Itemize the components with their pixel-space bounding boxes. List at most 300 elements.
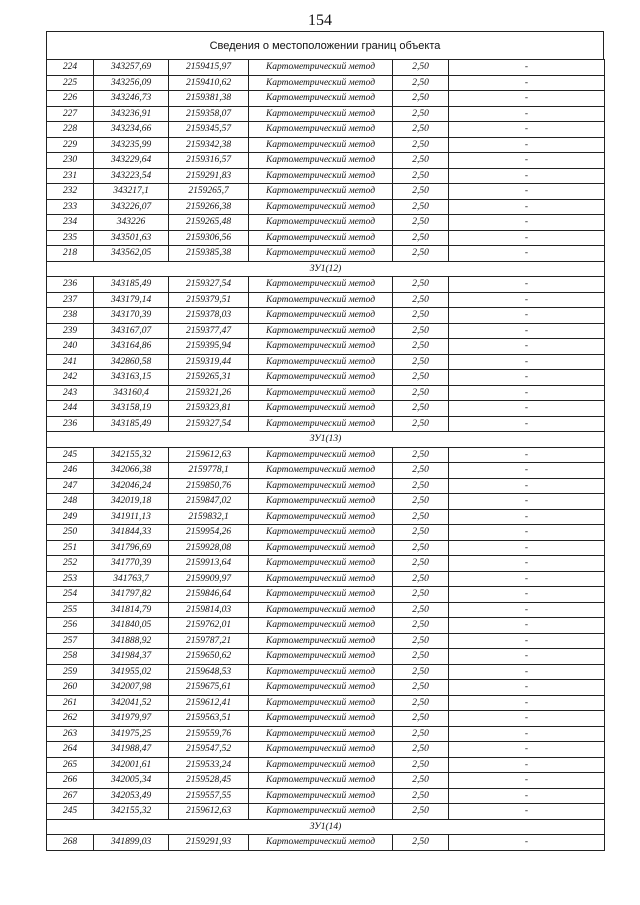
table-row bbox=[47, 494, 605, 510]
accuracy: 2,50 bbox=[393, 354, 449, 370]
table-row bbox=[47, 540, 605, 556]
description: - bbox=[449, 246, 605, 262]
description: - bbox=[449, 602, 605, 618]
method: Картометрический метод bbox=[249, 835, 393, 851]
point-number: 225 bbox=[47, 75, 94, 91]
y-coordinate: 2159291,93 bbox=[169, 835, 249, 851]
coordinates-sheet bbox=[46, 31, 604, 851]
method: Картометрический метод bbox=[249, 649, 393, 665]
point-number: 256 bbox=[47, 618, 94, 634]
point-number: 266 bbox=[47, 773, 94, 789]
point-number: 247 bbox=[47, 478, 94, 494]
y-coordinate: 2159379,51 bbox=[169, 292, 249, 308]
table-row bbox=[47, 571, 605, 587]
table-row bbox=[47, 509, 605, 525]
accuracy: 2,50 bbox=[393, 106, 449, 122]
x-coordinate: 342860,58 bbox=[94, 354, 169, 370]
method: Картометрический метод bbox=[249, 308, 393, 324]
accuracy: 2,50 bbox=[393, 215, 449, 231]
table-row bbox=[47, 416, 605, 432]
method: Картометрический метод bbox=[249, 509, 393, 525]
accuracy: 2,50 bbox=[393, 323, 449, 339]
method: Картометрический метод bbox=[249, 525, 393, 541]
coordinates-table-body bbox=[47, 60, 605, 851]
accuracy: 2,50 bbox=[393, 184, 449, 200]
x-coordinate: 341984,37 bbox=[94, 649, 169, 665]
table-row bbox=[47, 354, 605, 370]
accuracy: 2,50 bbox=[393, 494, 449, 510]
accuracy: 2,50 bbox=[393, 122, 449, 138]
accuracy: 2,50 bbox=[393, 339, 449, 355]
point-number: 242 bbox=[47, 370, 94, 386]
table-row bbox=[47, 184, 605, 200]
description: - bbox=[449, 153, 605, 169]
description: - bbox=[449, 323, 605, 339]
y-coordinate: 2159563,51 bbox=[169, 711, 249, 727]
x-coordinate: 343163,15 bbox=[94, 370, 169, 386]
method: Картометрический метод bbox=[249, 292, 393, 308]
point-number: 245 bbox=[47, 804, 94, 820]
table-row bbox=[47, 292, 605, 308]
x-coordinate: 343229,64 bbox=[94, 153, 169, 169]
accuracy: 2,50 bbox=[393, 401, 449, 417]
description: - bbox=[449, 788, 605, 804]
method: Картометрический метод bbox=[249, 602, 393, 618]
x-coordinate: 343217,1 bbox=[94, 184, 169, 200]
x-coordinate: 343235,99 bbox=[94, 137, 169, 153]
y-coordinate: 2159327,54 bbox=[169, 416, 249, 432]
accuracy: 2,50 bbox=[393, 463, 449, 479]
description: - bbox=[449, 525, 605, 541]
accuracy: 2,50 bbox=[393, 618, 449, 634]
method: Картометрический метод bbox=[249, 339, 393, 355]
accuracy: 2,50 bbox=[393, 230, 449, 246]
x-coordinate: 343236,91 bbox=[94, 106, 169, 122]
x-coordinate: 343223,54 bbox=[94, 168, 169, 184]
point-number: 227 bbox=[47, 106, 94, 122]
method: Картометрический метод bbox=[249, 540, 393, 556]
point-number: 240 bbox=[47, 339, 94, 355]
table-row bbox=[47, 804, 605, 820]
method: Картометрический метод bbox=[249, 773, 393, 789]
y-coordinate: 2159675,61 bbox=[169, 680, 249, 696]
description: - bbox=[449, 184, 605, 200]
method: Картометрический метод bbox=[249, 199, 393, 215]
x-coordinate: 341975,25 bbox=[94, 726, 169, 742]
method: Картометрический метод bbox=[249, 168, 393, 184]
table-row bbox=[47, 835, 605, 851]
y-coordinate: 2159832,1 bbox=[169, 509, 249, 525]
description: - bbox=[449, 649, 605, 665]
description: - bbox=[449, 742, 605, 758]
method: Картометрический метод bbox=[249, 215, 393, 231]
table-row bbox=[47, 75, 605, 91]
point-number: 261 bbox=[47, 695, 94, 711]
table-row bbox=[47, 788, 605, 804]
description: - bbox=[449, 168, 605, 184]
y-coordinate: 2159345,57 bbox=[169, 122, 249, 138]
table-row bbox=[47, 556, 605, 572]
method: Картометрический метод bbox=[249, 478, 393, 494]
accuracy: 2,50 bbox=[393, 556, 449, 572]
x-coordinate: 341763,7 bbox=[94, 571, 169, 587]
point-number: 254 bbox=[47, 587, 94, 603]
description: - bbox=[449, 339, 605, 355]
x-coordinate: 343164,86 bbox=[94, 339, 169, 355]
description: - bbox=[449, 199, 605, 215]
x-coordinate: 341796,69 bbox=[94, 540, 169, 556]
section-header-row bbox=[47, 261, 605, 277]
method: Картометрический метод bbox=[249, 788, 393, 804]
y-coordinate: 2159954,26 bbox=[169, 525, 249, 541]
x-coordinate: 343167,07 bbox=[94, 323, 169, 339]
x-coordinate: 343562,05 bbox=[94, 246, 169, 262]
method: Картометрический метод bbox=[249, 571, 393, 587]
method: Картометрический метод bbox=[249, 556, 393, 572]
y-coordinate: 2159358,07 bbox=[169, 106, 249, 122]
table-row bbox=[47, 246, 605, 262]
point-number: 268 bbox=[47, 835, 94, 851]
y-coordinate: 2159378,03 bbox=[169, 308, 249, 324]
point-number: 229 bbox=[47, 137, 94, 153]
point-number: 250 bbox=[47, 525, 94, 541]
point-number: 262 bbox=[47, 711, 94, 727]
method: Картометрический метод bbox=[249, 711, 393, 727]
x-coordinate: 342046,24 bbox=[94, 478, 169, 494]
coordinates-table bbox=[46, 59, 605, 851]
accuracy: 2,50 bbox=[393, 711, 449, 727]
description: - bbox=[449, 137, 605, 153]
description: - bbox=[449, 540, 605, 556]
accuracy: 2,50 bbox=[393, 773, 449, 789]
x-coordinate: 342005,34 bbox=[94, 773, 169, 789]
y-coordinate: 2159928,08 bbox=[169, 540, 249, 556]
table-row bbox=[47, 602, 605, 618]
accuracy: 2,50 bbox=[393, 416, 449, 432]
y-coordinate: 2159557,55 bbox=[169, 788, 249, 804]
point-number: 249 bbox=[47, 509, 94, 525]
x-coordinate: 343257,69 bbox=[94, 60, 169, 76]
table-row bbox=[47, 153, 605, 169]
table-row bbox=[47, 122, 605, 138]
table-row bbox=[47, 649, 605, 665]
table-row bbox=[47, 91, 605, 107]
table-row bbox=[47, 168, 605, 184]
method: Картометрический метод bbox=[249, 633, 393, 649]
accuracy: 2,50 bbox=[393, 60, 449, 76]
y-coordinate: 2159265,31 bbox=[169, 370, 249, 386]
y-coordinate: 2159381,38 bbox=[169, 91, 249, 107]
table-title: Сведения о местоположении границ объекта bbox=[46, 31, 604, 59]
accuracy: 2,50 bbox=[393, 804, 449, 820]
point-number: 257 bbox=[47, 633, 94, 649]
y-coordinate: 2159814,03 bbox=[169, 602, 249, 618]
y-coordinate: 2159528,45 bbox=[169, 773, 249, 789]
accuracy: 2,50 bbox=[393, 633, 449, 649]
table-row bbox=[47, 230, 605, 246]
section-header-row bbox=[47, 432, 605, 448]
accuracy: 2,50 bbox=[393, 649, 449, 665]
x-coordinate: 342019,18 bbox=[94, 494, 169, 510]
description: - bbox=[449, 277, 605, 293]
table-row bbox=[47, 773, 605, 789]
point-number: 224 bbox=[47, 60, 94, 76]
description: - bbox=[449, 447, 605, 463]
table-row bbox=[47, 587, 605, 603]
table-row bbox=[47, 215, 605, 231]
x-coordinate: 343226 bbox=[94, 215, 169, 231]
accuracy: 2,50 bbox=[393, 587, 449, 603]
table-row bbox=[47, 664, 605, 680]
x-coordinate: 341899,03 bbox=[94, 835, 169, 851]
x-coordinate: 343185,49 bbox=[94, 277, 169, 293]
description: - bbox=[449, 292, 605, 308]
x-coordinate: 342041,52 bbox=[94, 695, 169, 711]
point-number: 259 bbox=[47, 664, 94, 680]
x-coordinate: 341955,02 bbox=[94, 664, 169, 680]
method: Картометрический метод bbox=[249, 447, 393, 463]
y-coordinate: 2159778,1 bbox=[169, 463, 249, 479]
method: Картометрический метод bbox=[249, 230, 393, 246]
table-row bbox=[47, 757, 605, 773]
method: Картометрический метод bbox=[249, 401, 393, 417]
description: - bbox=[449, 75, 605, 91]
accuracy: 2,50 bbox=[393, 571, 449, 587]
accuracy: 2,50 bbox=[393, 525, 449, 541]
description: - bbox=[449, 122, 605, 138]
table-row bbox=[47, 695, 605, 711]
point-number: 232 bbox=[47, 184, 94, 200]
table-row bbox=[47, 401, 605, 417]
method: Картометрический метод bbox=[249, 137, 393, 153]
x-coordinate: 343246,73 bbox=[94, 91, 169, 107]
point-number: 233 bbox=[47, 199, 94, 215]
method: Картометрический метод bbox=[249, 106, 393, 122]
point-number: 252 bbox=[47, 556, 94, 572]
table-row bbox=[47, 525, 605, 541]
accuracy: 2,50 bbox=[393, 199, 449, 215]
accuracy: 2,50 bbox=[393, 742, 449, 758]
method: Картометрический метод bbox=[249, 184, 393, 200]
description: - bbox=[449, 401, 605, 417]
point-number: 231 bbox=[47, 168, 94, 184]
method: Картометрический метод bbox=[249, 153, 393, 169]
accuracy: 2,50 bbox=[393, 540, 449, 556]
description: - bbox=[449, 230, 605, 246]
section-header: ЗУ1(12) bbox=[47, 261, 605, 277]
point-number: 236 bbox=[47, 416, 94, 432]
x-coordinate: 343179,14 bbox=[94, 292, 169, 308]
x-coordinate: 341988,47 bbox=[94, 742, 169, 758]
x-coordinate: 341814,79 bbox=[94, 602, 169, 618]
x-coordinate: 341888,92 bbox=[94, 633, 169, 649]
accuracy: 2,50 bbox=[393, 277, 449, 293]
method: Картометрический метод bbox=[249, 804, 393, 820]
table-row bbox=[47, 323, 605, 339]
x-coordinate: 341979,97 bbox=[94, 711, 169, 727]
table-row bbox=[47, 726, 605, 742]
description: - bbox=[449, 354, 605, 370]
point-number: 265 bbox=[47, 757, 94, 773]
method: Картометрический метод bbox=[249, 323, 393, 339]
table-row bbox=[47, 618, 605, 634]
x-coordinate: 341844,33 bbox=[94, 525, 169, 541]
table-row bbox=[47, 478, 605, 494]
accuracy: 2,50 bbox=[393, 602, 449, 618]
description: - bbox=[449, 726, 605, 742]
accuracy: 2,50 bbox=[393, 246, 449, 262]
description: - bbox=[449, 478, 605, 494]
description: - bbox=[449, 60, 605, 76]
method: Картометрический метод bbox=[249, 463, 393, 479]
accuracy: 2,50 bbox=[393, 695, 449, 711]
table-row bbox=[47, 339, 605, 355]
description: - bbox=[449, 618, 605, 634]
y-coordinate: 2159415,97 bbox=[169, 60, 249, 76]
section-header: ЗУ1(14) bbox=[47, 819, 605, 835]
table-row bbox=[47, 680, 605, 696]
point-number: 241 bbox=[47, 354, 94, 370]
method: Картометрический метод bbox=[249, 757, 393, 773]
accuracy: 2,50 bbox=[393, 478, 449, 494]
method: Картометрический метод bbox=[249, 60, 393, 76]
accuracy: 2,50 bbox=[393, 308, 449, 324]
description: - bbox=[449, 463, 605, 479]
accuracy: 2,50 bbox=[393, 153, 449, 169]
table-row bbox=[47, 711, 605, 727]
y-coordinate: 2159265,48 bbox=[169, 215, 249, 231]
table-row bbox=[47, 370, 605, 386]
point-number: 237 bbox=[47, 292, 94, 308]
y-coordinate: 2159612,63 bbox=[169, 804, 249, 820]
method: Картометрический метод bbox=[249, 385, 393, 401]
table-row bbox=[47, 742, 605, 758]
accuracy: 2,50 bbox=[393, 726, 449, 742]
table-row bbox=[47, 308, 605, 324]
page-number: 154 bbox=[308, 12, 332, 29]
x-coordinate: 341911,13 bbox=[94, 509, 169, 525]
description: - bbox=[449, 757, 605, 773]
y-coordinate: 2159913,64 bbox=[169, 556, 249, 572]
description: - bbox=[449, 416, 605, 432]
x-coordinate: 341797,82 bbox=[94, 587, 169, 603]
method: Картометрический метод bbox=[249, 277, 393, 293]
method: Картометрический метод bbox=[249, 370, 393, 386]
description: - bbox=[449, 680, 605, 696]
accuracy: 2,50 bbox=[393, 788, 449, 804]
description: - bbox=[449, 509, 605, 525]
point-number: 235 bbox=[47, 230, 94, 246]
point-number: 234 bbox=[47, 215, 94, 231]
x-coordinate: 341770,39 bbox=[94, 556, 169, 572]
point-number: 246 bbox=[47, 463, 94, 479]
accuracy: 2,50 bbox=[393, 757, 449, 773]
method: Картометрический метод bbox=[249, 680, 393, 696]
y-coordinate: 2159327,54 bbox=[169, 277, 249, 293]
description: - bbox=[449, 773, 605, 789]
x-coordinate: 342001,61 bbox=[94, 757, 169, 773]
description: - bbox=[449, 385, 605, 401]
y-coordinate: 2159648,53 bbox=[169, 664, 249, 680]
point-number: 238 bbox=[47, 308, 94, 324]
method: Картометрический метод bbox=[249, 726, 393, 742]
point-number: 258 bbox=[47, 649, 94, 665]
x-coordinate: 343501,63 bbox=[94, 230, 169, 246]
accuracy: 2,50 bbox=[393, 370, 449, 386]
table-row bbox=[47, 463, 605, 479]
point-number: 251 bbox=[47, 540, 94, 556]
description: - bbox=[449, 711, 605, 727]
table-row bbox=[47, 633, 605, 649]
x-coordinate: 341840,05 bbox=[94, 618, 169, 634]
method: Картометрический метод bbox=[249, 75, 393, 91]
accuracy: 2,50 bbox=[393, 137, 449, 153]
point-number: 267 bbox=[47, 788, 94, 804]
method: Картометрический метод bbox=[249, 122, 393, 138]
description: - bbox=[449, 633, 605, 649]
point-number: 218 bbox=[47, 246, 94, 262]
x-coordinate: 342066,38 bbox=[94, 463, 169, 479]
description: - bbox=[449, 556, 605, 572]
y-coordinate: 2159410,62 bbox=[169, 75, 249, 91]
accuracy: 2,50 bbox=[393, 292, 449, 308]
accuracy: 2,50 bbox=[393, 447, 449, 463]
method: Картометрический метод bbox=[249, 494, 393, 510]
accuracy: 2,50 bbox=[393, 168, 449, 184]
accuracy: 2,50 bbox=[393, 835, 449, 851]
point-number: 264 bbox=[47, 742, 94, 758]
description: - bbox=[449, 695, 605, 711]
y-coordinate: 2159306,56 bbox=[169, 230, 249, 246]
y-coordinate: 2159787,21 bbox=[169, 633, 249, 649]
accuracy: 2,50 bbox=[393, 91, 449, 107]
y-coordinate: 2159846,64 bbox=[169, 587, 249, 603]
description: - bbox=[449, 494, 605, 510]
accuracy: 2,50 bbox=[393, 385, 449, 401]
method: Картометрический метод bbox=[249, 354, 393, 370]
y-coordinate: 2159612,63 bbox=[169, 447, 249, 463]
x-coordinate: 343226,07 bbox=[94, 199, 169, 215]
y-coordinate: 2159612,41 bbox=[169, 695, 249, 711]
description: - bbox=[449, 571, 605, 587]
accuracy: 2,50 bbox=[393, 75, 449, 91]
method: Картометрический метод bbox=[249, 695, 393, 711]
x-coordinate: 343256,09 bbox=[94, 75, 169, 91]
y-coordinate: 2159316,57 bbox=[169, 153, 249, 169]
x-coordinate: 343234,66 bbox=[94, 122, 169, 138]
point-number: 226 bbox=[47, 91, 94, 107]
point-number: 245 bbox=[47, 447, 94, 463]
point-number: 243 bbox=[47, 385, 94, 401]
y-coordinate: 2159319,44 bbox=[169, 354, 249, 370]
point-number: 230 bbox=[47, 153, 94, 169]
description: - bbox=[449, 664, 605, 680]
x-coordinate: 343170,39 bbox=[94, 308, 169, 324]
y-coordinate: 2159850,76 bbox=[169, 478, 249, 494]
y-coordinate: 2159559,76 bbox=[169, 726, 249, 742]
y-coordinate: 2159909,97 bbox=[169, 571, 249, 587]
y-coordinate: 2159291,83 bbox=[169, 168, 249, 184]
table-row bbox=[47, 106, 605, 122]
point-number: 228 bbox=[47, 122, 94, 138]
point-number: 248 bbox=[47, 494, 94, 510]
x-coordinate: 342155,32 bbox=[94, 804, 169, 820]
y-coordinate: 2159323,81 bbox=[169, 401, 249, 417]
point-number: 239 bbox=[47, 323, 94, 339]
section-header-row bbox=[47, 819, 605, 835]
y-coordinate: 2159847,02 bbox=[169, 494, 249, 510]
table-row bbox=[47, 137, 605, 153]
